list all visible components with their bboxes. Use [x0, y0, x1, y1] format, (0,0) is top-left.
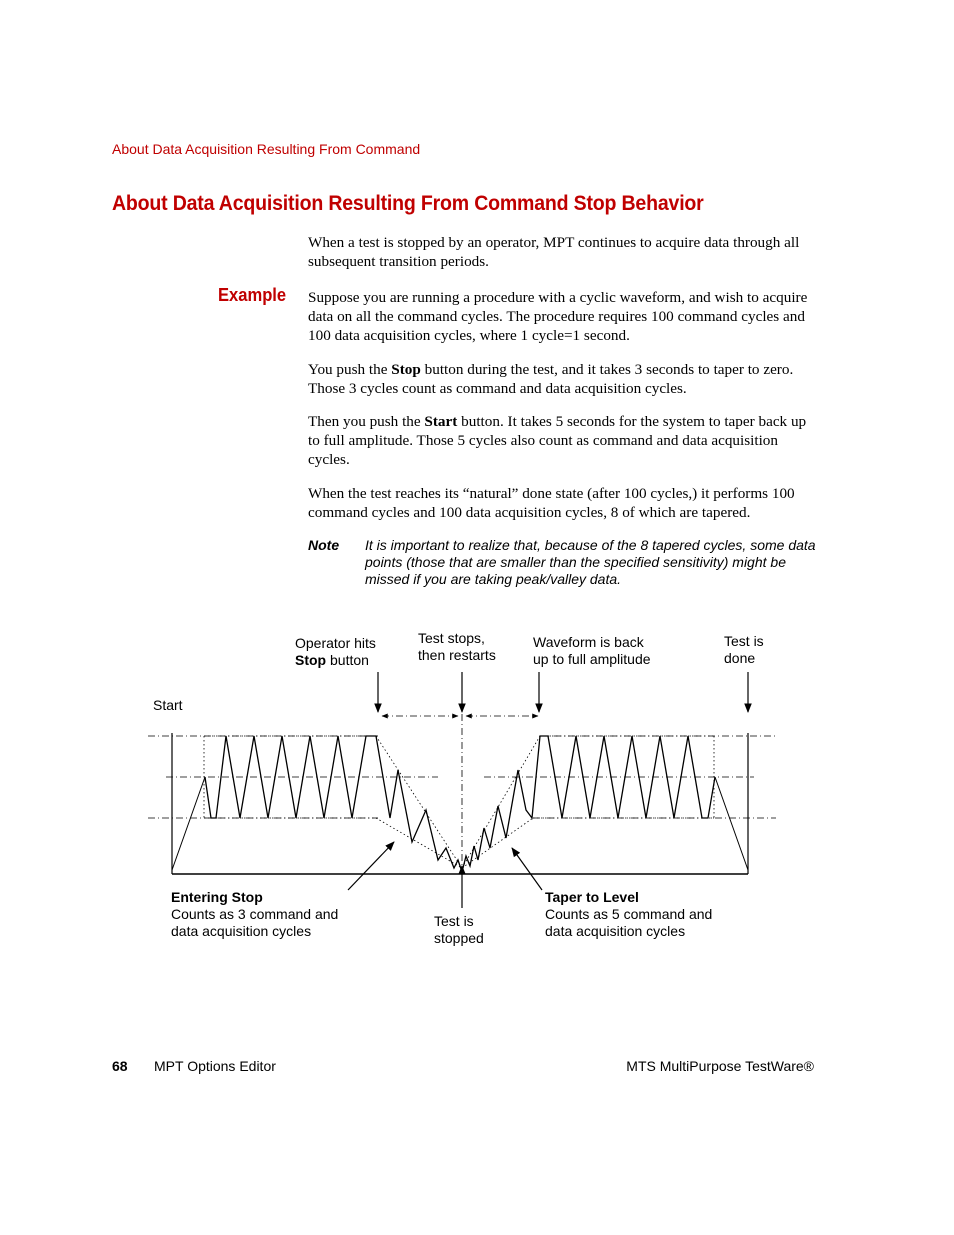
example-paragraph-1: Suppose you are running a procedure with a cyclic waveform, and wish to acquire data on all the command cycles. The procedure requires 100 command cycles and 100 data acquisition cycles, where 1 cycle=1 second. [308, 289, 808, 345]
taper-title: Taper to Level [545, 889, 639, 905]
envelope-lines [204, 736, 714, 868]
waveform-back-line1: Waveform is back [533, 634, 644, 650]
label-start: Start [153, 697, 183, 713]
taper-line1: Counts as 5 command and [545, 906, 713, 922]
arrow-taper-to-level [512, 848, 542, 890]
p2-pre: You push the [308, 361, 392, 378]
operator-hits-line1: Operator hits [295, 635, 376, 651]
running-head: About Data Acquisition Resulting From Command [112, 141, 421, 157]
event-arrows [348, 672, 748, 908]
page-number: 68 [112, 1058, 128, 1074]
stop-term: Stop [391, 361, 421, 378]
cyclic-waveform [205, 736, 715, 872]
test-stopped-line2: stopped [434, 930, 484, 946]
intro-paragraph: When a test is stopped by an operator, MPT continues to acquire data through all subsequent transition periods. [308, 234, 800, 271]
note-label: Note [308, 537, 340, 553]
example-paragraph-4: When the test reaches its “natural” done state (after 100 cycles,) it performs 100 command cycles and 100 data acquisition cycles, 8 of which are tapered. [308, 485, 795, 522]
test-stops-line2: then restarts [418, 647, 496, 663]
note-text: It is important to realize that, because of the 8 tapered cycles, some data points (those that are smaller than the specified sensitivity) might be missed if you are taking peak/valley data. [365, 537, 816, 587]
test-stops-line1: Test stops, [418, 630, 485, 646]
entering-stop-line1: Counts as 3 command and [171, 906, 339, 922]
operator-hits-rest: button [326, 652, 369, 668]
start-ramp [172, 777, 205, 870]
footer-right: MTS MultiPurpose TestWare® [626, 1058, 814, 1074]
waveform-back-line2: up to full amplitude [533, 651, 651, 667]
operator-hits-stop-bold: Stop [295, 652, 327, 668]
entering-stop-title: Entering Stop [171, 889, 263, 905]
p3-post: button. It takes 5 seconds for the system to taper back up to full amplitude. Those 5 cycles also count as command and data acquisition cycles. [308, 413, 807, 469]
taper-line2: data acquisition cycles [545, 923, 686, 939]
envelope-taper-down-top [376, 736, 462, 868]
test-stopped-line1: Test is [434, 913, 474, 929]
example-heading: Example [218, 285, 287, 305]
envelope-taper-up-bottom [462, 818, 533, 868]
test-done-line2: done [724, 650, 756, 666]
page-title: About Data Acquisition Resulting From Command Stop Behavior [112, 192, 704, 215]
arrow-entering-stop [348, 842, 394, 890]
end-ramp [715, 777, 748, 870]
test-done-line1: Test is [724, 633, 764, 649]
p2-post: button during the test, and it takes 3 seconds to taper to zero. Those 3 cycles count as command and data acquisition cycles. [308, 361, 794, 398]
p3-pre: Then you push the [308, 413, 425, 430]
start-term: Start [424, 413, 458, 430]
footer-left: MPT Options Editor [154, 1058, 276, 1074]
entering-stop-line2: data acquisition cycles [171, 923, 312, 939]
level-lines [148, 700, 776, 874]
